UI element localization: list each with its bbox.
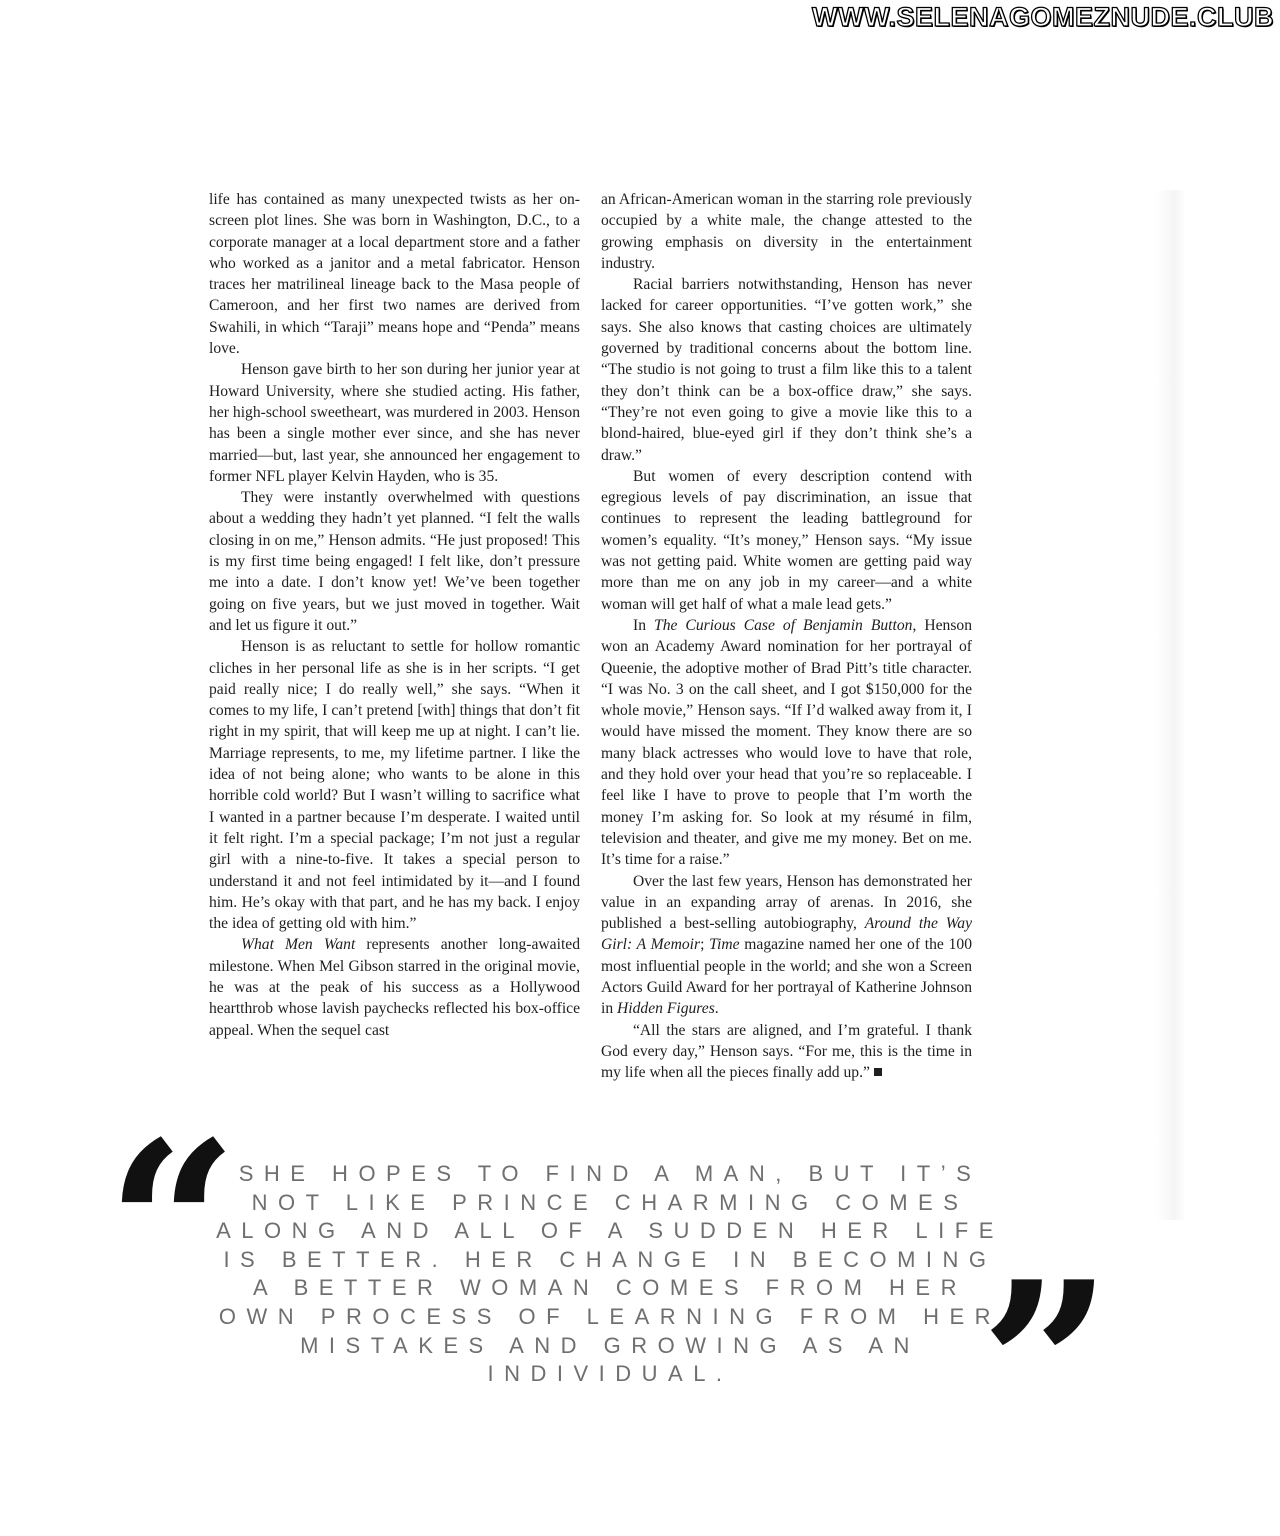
pull-quote: SHE HOPES TO FIND A MAN, BUT IT’S NOT LIKE PRINCE CHARMING COMES ALONG AND ALL OF A SUDDEN HER LIFE IS BETTER. HER CHANGE IN BECOMING A BETTER WOMAN COMES FROM HER OWN PROCESS OF LEARNING FROM HER MISTAKES AND GROWING AS AN INDIVIDUAL. xyxy=(216,1161,1004,1387)
film-title: What Men Want xyxy=(241,936,356,954)
paragraph-text: , Henson won an Academy Award nomination for her portrayal of Queenie, the adoptive mother of Brad Pitt’s title character. “I was No. 3 on the call sheet, and I got $150,000 for the whole movie,” Henson says. “If I’d walked away from it, I would have missed the moment. They know there are so many black actresses who would love to have that role, and they hold over your head that you’re so replaceable. I feel like I have to prove to people that I’m worth the money I’m asking for. So look at my résumé in film, television and theater, and give me my money. Bet on me. It’s time for a raise.” xyxy=(601,616,972,869)
film-title: Hidden Figures xyxy=(617,1000,715,1018)
article-paragraph: But women of every description contend with egregious levels of pay discrimination, an issue that continues to represent the leading battleground for women’s equality. “It’s money,” Henson says. “My issue was not getting paid. White women are getting paid way more than me on any job in my career—and a white woman will get half of what a male lead gets.” xyxy=(601,467,972,613)
end-mark-icon xyxy=(874,1068,882,1076)
film-title: The Curious Case of Benjamin Button xyxy=(654,616,913,634)
paragraph-text: . xyxy=(714,1000,719,1018)
page-edge-shadow xyxy=(1156,190,1186,1220)
article-paragraph: Henson is as reluctant to settle for hollow romantic cliches in her personal life as she is in her scripts. “I get paid really nice; I do really well,” she says. “When it comes to my life, I can’t pretend [with] things that don’t fit right in my spirit, that will keep me up at night. I can’t lie. Marriage represents, to me, my lifetime partner. I like the idea of not being alone; who wants to be alone in this horrible cold world? But I wasn’t willing to sacrifice what I wanted in a partner because I’m desperate. I waited until it felt right. I’m a special package; I’m not just a regular girl with a nine-to-five. It takes a special person to understand it and not feel intimidated by it—and I found him. He’s okay with that part, and he has my back. I enjoy the idea of getting old with him.” xyxy=(209,638,580,933)
article-paragraph xyxy=(601,871,972,1020)
watermark-text: WWW.SELENAGOMEZNUDE.CLUB xyxy=(812,2,1274,32)
article-paragraph xyxy=(209,934,580,1040)
paragraph-text: ; xyxy=(700,936,710,954)
article-paragraph: They were instantly overwhelmed with questions about a wedding they hadn’t yet planned. “I felt the walls closing in on me,” Henson admits. “He just proposed! This is my first time being engaged! I felt like, don’t pressure me into a date. I don’t know yet! We’ve been together going on five years, but we just moved in together. Wait and let us figure it out.” xyxy=(209,489,580,634)
book-title: Around the Way Girl: A Memoir xyxy=(601,915,972,954)
article-paragraph: Henson gave birth to her son during her junior year at Howard University, where she studied acting. His father, her high-school sweetheart, was murdered in 2003. Henson has been a single mother ever since, and she has never married—but, last year, she announced her engagement to former NFL player Kelvin Hayden, who is 35. xyxy=(209,361,580,485)
paragraph-text: represents another long-awaited milestone. When Mel Gibson starred in the original movie, he was at the peak of his success as a Hollywood heartthrob whose lavish paychecks reflected his box-office appeal. When the sequel cast xyxy=(209,936,580,1039)
magazine-title: Time xyxy=(709,936,740,954)
paragraph-text: magazine named her one of the 100 most influential people in the world; and she won a Screen Actors Guild Award for her portrayal of Katherine Johnson in xyxy=(601,936,973,1018)
article-column-left xyxy=(209,189,580,1041)
paragraph-text: “All the stars are aligned, and I’m grateful. I thank God every day,” Henson says. “For me, this is the time in my life when all the pieces finally add up.” xyxy=(601,1021,972,1082)
close-quote-icon: ” xyxy=(980,1232,1113,1502)
article-paragraph xyxy=(601,615,972,871)
open-quote-icon: “ xyxy=(106,1092,239,1362)
article-paragraph xyxy=(601,1020,972,1084)
article-column-right xyxy=(601,189,972,1083)
article-paragraph: Racial barriers notwithstanding, Henson has never lacked for career opportunities. “I’ve gotten work,” she says. She also knows that casting choices are ultimately governed by traditional concerns about the bottom line. “The studio is not going to trust a film like this to a talent they don’t think can be a box-office draw,” she says. “They’re not even going to give a movie like this to a blond-haired, blue-eyed girl if they don’t think she’s a draw.” xyxy=(601,276,972,464)
article-paragraph: an African-American woman in the starring role previously occupied by a white male, the change attested to the growing emphasis on diversity in the entertainment industry. xyxy=(601,191,972,272)
paragraph-text: Over the last few years, Henson has demonstrated her value in an expanding array of arenas. In 2016, she published a best-selling autobiography, xyxy=(601,872,972,933)
paragraph-text: In xyxy=(633,616,655,634)
article-paragraph: life has contained as many unexpected twists as her on-screen plot lines. She was born in Washington, D.C., to a corporate manager at a local department store and a father who worked as a janitor and a metal fabricator. Henson traces her matrilineal lineage back to the Masa people of Cameroon, and her first two names are derived from Swahili, in which “Taraji” means hope and “Penda” means love. xyxy=(209,191,580,358)
